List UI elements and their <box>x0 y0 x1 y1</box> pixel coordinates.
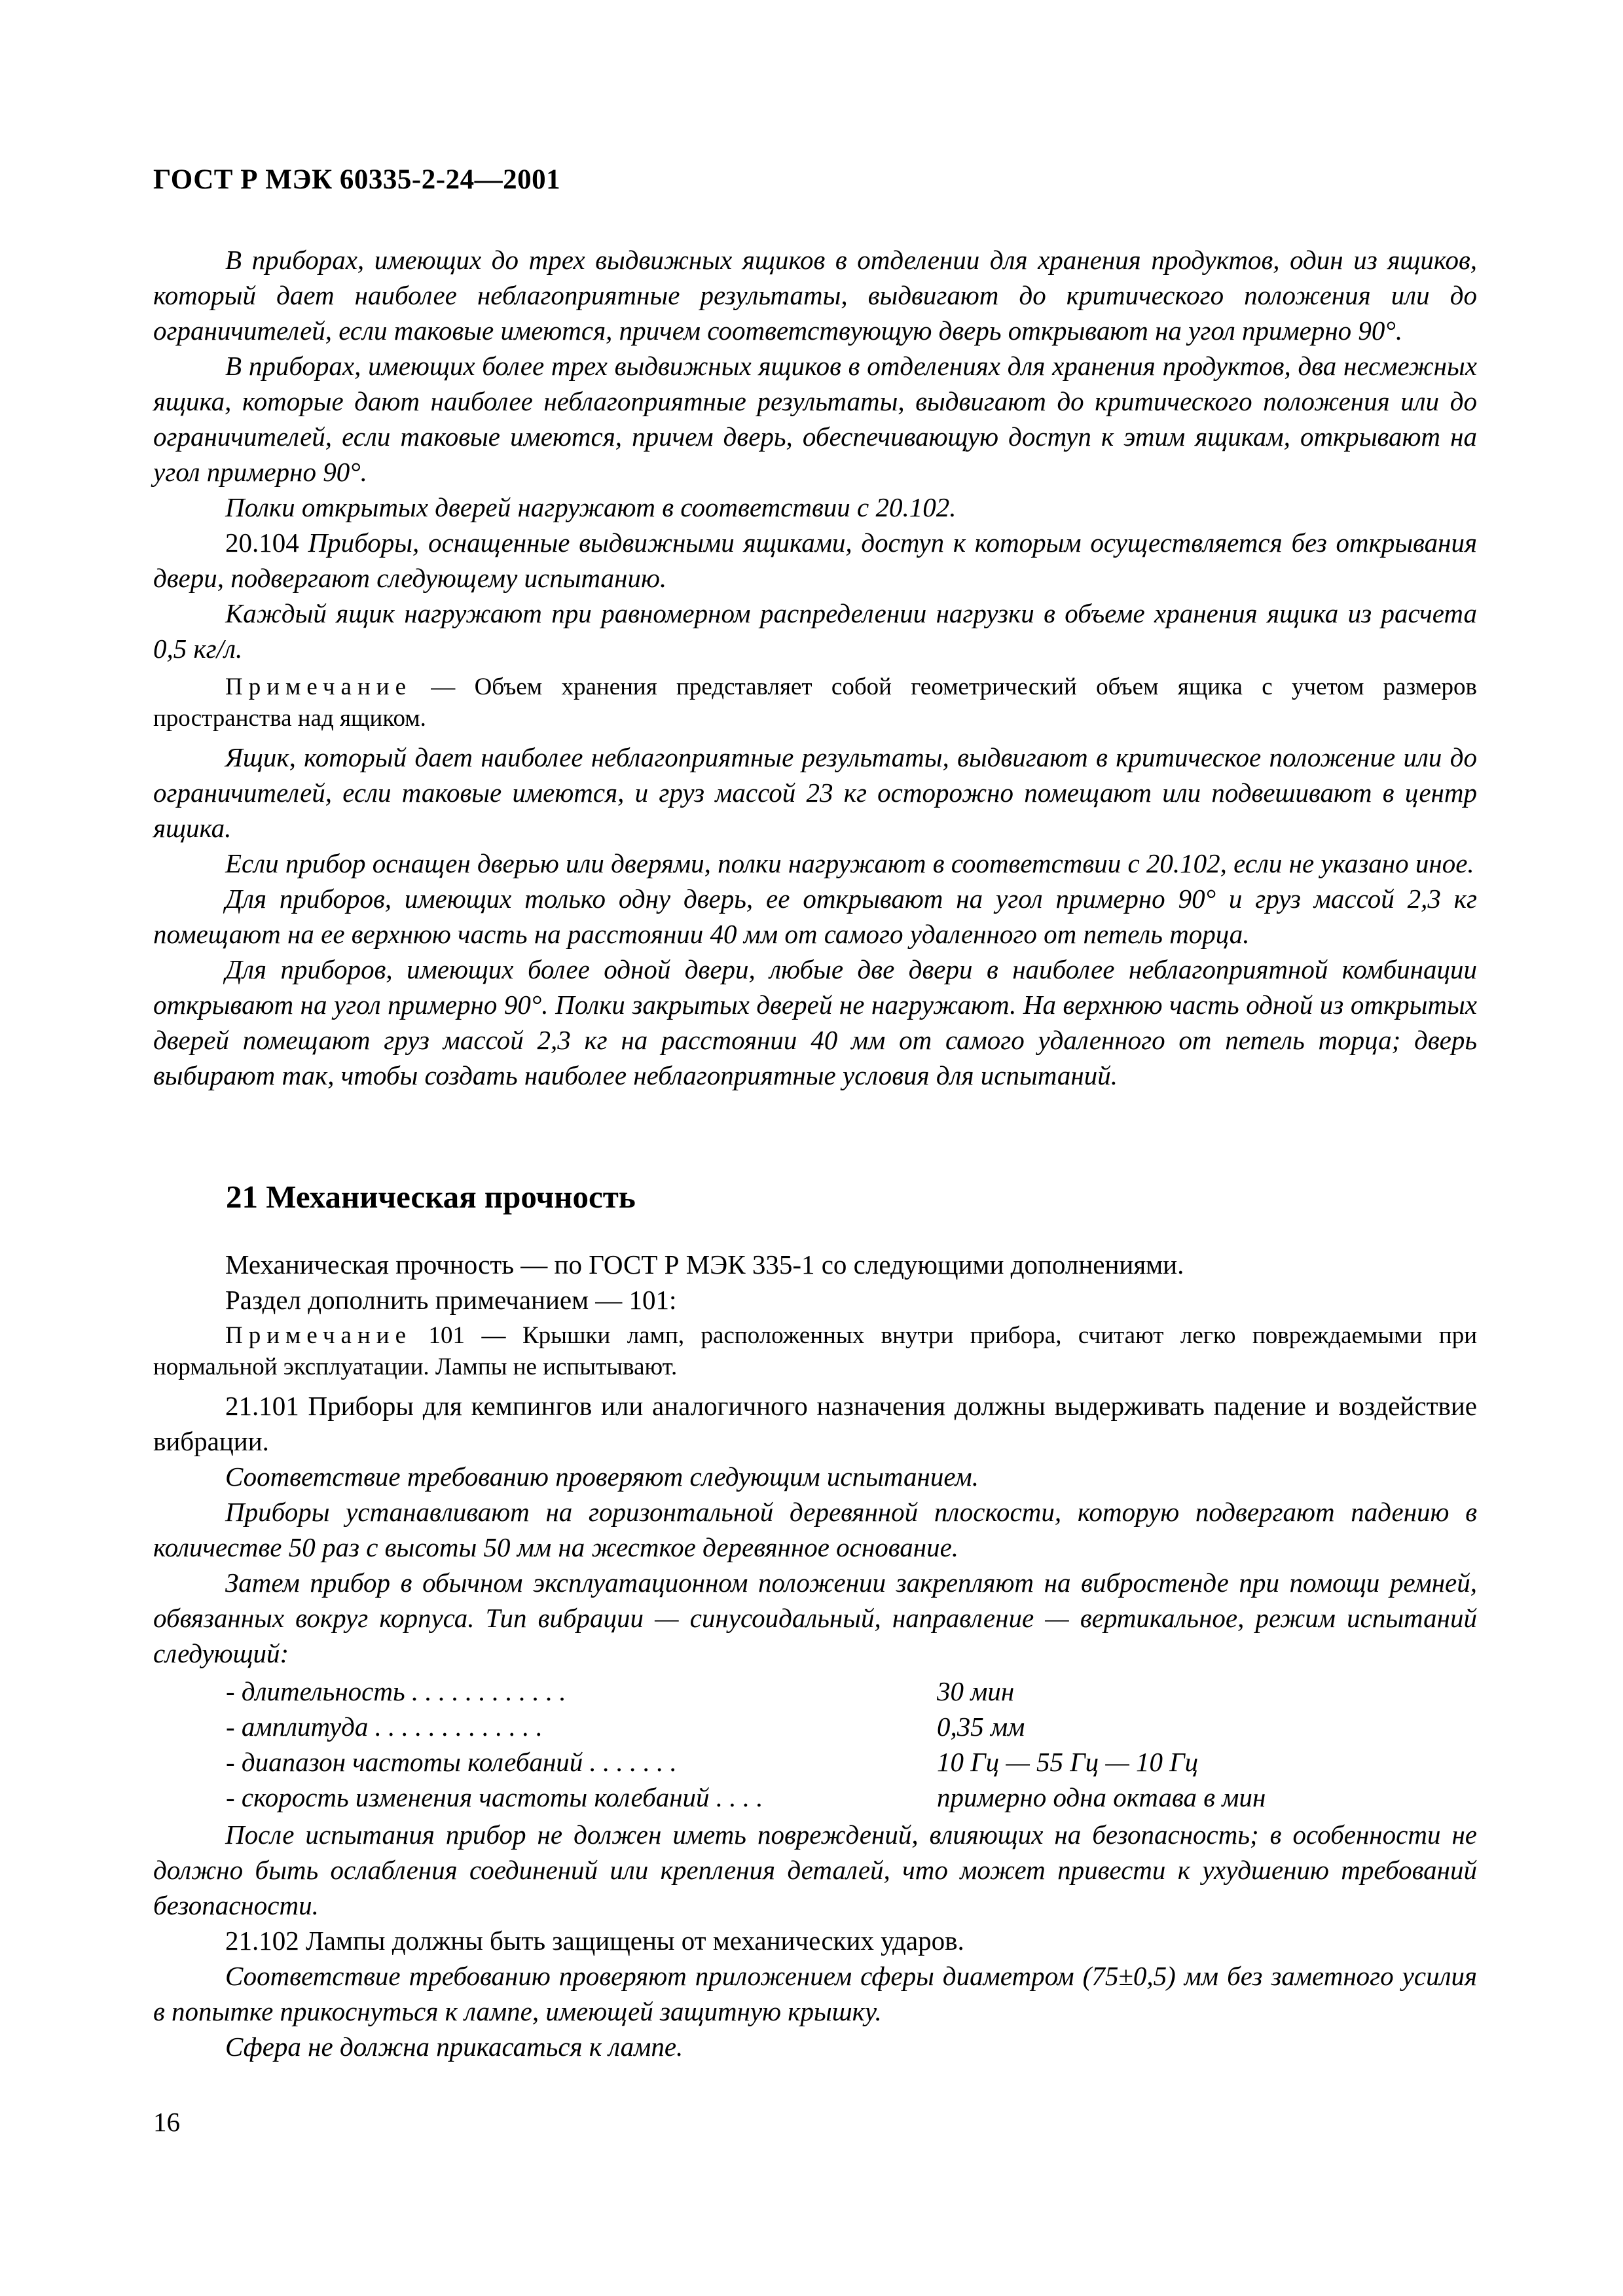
body-text-top <box>153 242 1477 1093</box>
parameter-label: - диапазон частоты колебаний . . . . . . . <box>226 1747 677 1777</box>
page-number: 16 <box>153 2107 180 2137</box>
paragraph: Ящик, который дает наиболее неблагоприятные результаты, выдвигают в критическое положение или до ограничителей, если таковые имеются, и груз массой 23 кг осторожно помещают или подвешивают в центр ящика. <box>153 742 1477 843</box>
paragraph: Если прибор оснащен дверью или дверями, полки нагружают в соответствии с 20.102, если не указано иное. <box>225 848 1474 878</box>
body-text-section-21 <box>153 1247 1477 1671</box>
test-parameters-list <box>226 1676 1339 1817</box>
document-header: ГОСТ Р МЭК 60335-2-24—2001 <box>153 164 561 195</box>
paragraph: Соответствие требованию проверяют приложением сферы диаметром (75±0,5) мм без заметного усилия в попытке прикоснуться к лампе, имеющей защитную крышку. <box>153 1961 1477 2026</box>
clause-21-101: 21.101 Приборы для кемпингов или аналогичного назначения должны выдерживать падение и воздействие вибрации. <box>153 1391 1477 1456</box>
paragraph: После испытания прибор не должен иметь повреждений, влияющих на безопасность; в особенности не должно быть ослабления соединений или крепления деталей, что может привести к ухудшению требований безопасности. <box>153 1820 1477 1920</box>
paragraph: Каждый ящик нагружают при равномерном распределении нагрузки в объеме хранения ящика из расчета 0,5 кг/л. <box>153 598 1477 664</box>
list-item <box>226 1711 1339 1746</box>
paragraph: Полки открытых дверей нагружают в соответствии с 20.102. <box>225 492 957 522</box>
parameter-label: - скорость изменения частоты колебаний . . . . <box>226 1782 763 1812</box>
parameter-value: 30 мин <box>937 1676 1015 1706</box>
parameter-label: - длительность . . . . . . . . . . . . <box>226 1676 566 1706</box>
note-text: 101 — Крышки ламп, расположенных внутри прибора, считают легко повреждаемыми при нормальной эксплуатации. Лампы не испытывают. <box>153 1322 1477 1380</box>
clause-number: 20.104 <box>225 528 308 558</box>
clause-text: Приборы, оснащенные выдвижными ящиками, доступ к которым осуществляется без открывания двери, подвергают следующему испытанию. <box>153 528 1478 593</box>
paragraph: Для приборов, имеющих более одной двери, любые две двери в наиболее неблагоприятной комбинации открывают на угол примерно 90°. Полки закрытых дверей не нагружают. На верхнюю часть одной из открытых дверей помещают груз массой 2,3 кг на расстоянии 40 мм от самого удаленного от петель торца; дверь выбирают так, чтобы создать наиболее неблагоприятные условия для испытаний. <box>153 954 1477 1090</box>
list-item <box>226 1676 1339 1711</box>
parameter-value: 10 Гц — 55 Гц — 10 Гц <box>937 1747 1199 1777</box>
list-item <box>226 1746 1339 1782</box>
note-text: — Объем хранения представляет собой геометрический объем ящика с учетом размеров пространства над ящиком. <box>153 673 1477 732</box>
list-item <box>226 1782 1339 1817</box>
parameter-value: примерно одна октава в мин <box>937 1782 1266 1812</box>
paragraph: В приборах, имеющих более трех выдвижных ящиков в отделениях для хранения продуктов, два несмежных ящика, которые дают наиболее неблагоприятные результаты, выдвигают до критического положения или до ограничителей, если таковые имеются, причем дверь, обеспечивающую доступ к этим ящикам, открывают на угол примерно 90°. <box>153 351 1477 487</box>
paragraph: Для приборов, имеющих только одну дверь, ее открывают на угол примерно 90° и груз массой 2,3 кг помещают на ее верхнюю часть на расстоянии 40 мм от самого удаленного от петель торца. <box>153 884 1477 949</box>
body-text-bottom <box>153 1817 1477 2064</box>
paragraph: Механическая прочность — по ГОСТ Р МЭК 335-1 со следующими дополнениями. <box>225 1249 1184 1280</box>
note-label: Примечание <box>225 1322 412 1349</box>
paragraph: Сфера не должна прикасаться к лампе. <box>225 2032 684 2062</box>
paragraph: В приборах, имеющих до трех выдвижных ящиков в отделении для хранения продуктов, один из ящиков, который дает наиболее неблагоприятные результаты, выдвигают до критического положения или до ограничителей, если таковые имеются, причем соответствующую дверь открывают на угол примерно 90°. <box>153 245 1477 346</box>
paragraph: Раздел дополнить примечанием — 101: <box>225 1285 677 1315</box>
paragraph: Приборы устанавливают на горизонтальной деревянной плоскости, которую подвергают падению в количестве 50 раз с высоты 50 мм на жесткое деревянное основание. <box>153 1497 1477 1562</box>
parameter-value: 0,35 мм <box>937 1712 1025 1742</box>
note <box>153 672 1477 734</box>
clause-21-102: 21.102 Лампы должны быть защищены от механических ударов. <box>225 1926 964 1956</box>
section-title: 21 Механическая прочность <box>226 1179 636 1215</box>
note <box>153 1320 1477 1383</box>
paragraph: Соответствие требованию проверяют следующим испытанием. <box>225 1462 979 1492</box>
paragraph: Затем прибор в обычном эксплуатационном положении закрепляют на вибростенде при помощи ремней, обвязанных вокруг корпуса. Тип вибрации — синусоидальный, направление — вертикальное, режим испытаний следующий: <box>153 1568 1477 1668</box>
clause-20-104 <box>153 525 1477 596</box>
note-label: Примечание <box>225 673 412 700</box>
parameter-label: - амплитуда . . . . . . . . . . . . . <box>226 1712 543 1742</box>
